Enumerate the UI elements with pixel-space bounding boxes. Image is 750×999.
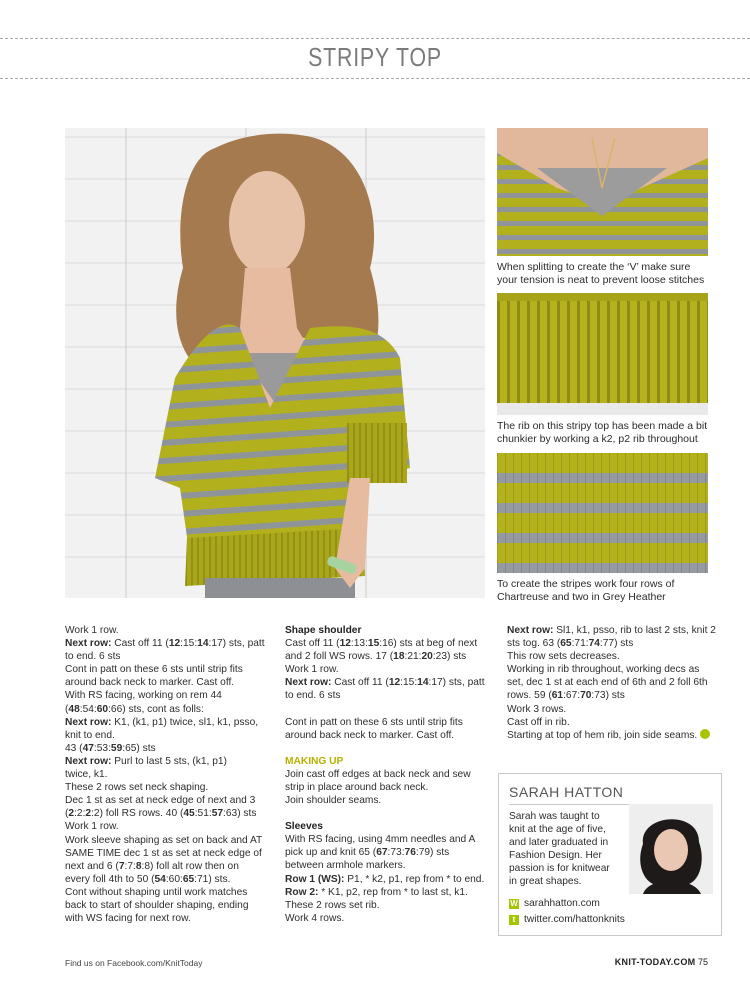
- twitter-link[interactable]: t twitter.com/hattonknits: [509, 914, 625, 925]
- main-photo-model: [65, 128, 485, 598]
- section-heading-shape-shoulder: Shape shoulder: [285, 625, 362, 636]
- text-line: to end. 6 sts: [285, 690, 341, 702]
- text-line: strip in place around back neck.: [285, 781, 429, 793]
- text-line: Next row: K1, (k1, p1) twice, sl1, k1, psso,: [65, 716, 259, 728]
- text-line: These 2 rows set rib.: [285, 899, 380, 911]
- text-line: Work 4 rows.: [285, 912, 345, 924]
- text-line: 43 (47:53:59:65) sts: [65, 742, 156, 754]
- text-line: set, dec 1 st at each end of 6th and 2 foll 6th: [507, 677, 708, 689]
- designer-bio: Sarah was taught to knit at the age of five, and later graduated in Fashion Design. Her passion is for knitwear in great shapes.: [509, 811, 610, 887]
- text-line: knit to end.: [65, 729, 115, 741]
- text-line: Cont in patt on these 6 sts until strip fits: [65, 664, 243, 676]
- text-line: (2:2:2:2) foll RS rows. 40 (45:51:57:63) sts: [65, 808, 257, 820]
- footer-facebook[interactable]: Find us on Facebook.com/KnitToday: [65, 958, 203, 968]
- text-line: SAME TIME dec 1 st as set at neck edge of: [65, 847, 262, 859]
- page-title: STRIPY TOP: [308, 42, 442, 72]
- text-line: Work 1 row.: [285, 664, 339, 676]
- text-line: with WS facing for next row.: [65, 913, 191, 925]
- website-link[interactable]: W sarahhatton.com: [510, 898, 600, 909]
- footer-site[interactable]: KNIT-TODAY.COM: [614, 957, 696, 967]
- text-line: between armhole markers.: [285, 860, 406, 872]
- designer-name: SARAH HATTON: [509, 784, 624, 800]
- caption-1-line-2: your tension is neat to prevent loose stitches: [497, 273, 705, 286]
- text-line: Cont without shaping until work matches: [65, 886, 248, 898]
- text-line: With RS facing, using 4mm needles and A: [285, 834, 476, 846]
- text-line: Work 1 row.: [65, 625, 119, 636]
- text-line: Work sleeve shaping as set on back and AT: [65, 834, 263, 846]
- text-line: These 2 rows set neck shaping.: [65, 782, 209, 794]
- caption-2-line-2: chunkier by working a k2, p2 rib throughout: [497, 432, 698, 445]
- text-line: Starting at top of hem rib, join side seams.: [507, 729, 732, 742]
- text-line: Next row: Cast off 11 (12:15:14:17) sts, patt: [285, 677, 485, 689]
- detail-photo-rib: [497, 293, 708, 415]
- twitter-icon: t: [509, 915, 519, 925]
- text-line: pick up and knit 65 (67:73:76:79) sts: [285, 847, 450, 859]
- text-line: Work 3 rows.: [507, 703, 567, 715]
- detail-photo-stripes: [497, 453, 708, 573]
- text-line: This row sets decreases.: [507, 651, 620, 663]
- section-heading-making-up: MAKING UP: [285, 755, 344, 767]
- text-line: Cast off 11 (12:13:15:16) sts at beg of next: [285, 638, 478, 650]
- pattern-column-3: [507, 624, 732, 742]
- text-line: twice, k1.: [65, 769, 108, 781]
- text-line: Cast off in rib.: [507, 716, 570, 728]
- pattern-column-1: [65, 624, 280, 925]
- text-line: to end. 6 sts: [65, 651, 121, 663]
- section-heading-sleeves: Sleeves: [285, 821, 323, 833]
- text-line: sts tog. 63 (65:71:74:77) sts: [507, 638, 634, 650]
- header-top-rule: [0, 38, 750, 39]
- text-line: (48:54:60:66) sts, cont as folls:: [65, 703, 204, 715]
- designer-photo: [629, 804, 713, 894]
- page-number: 75: [697, 957, 708, 967]
- text-line: Next row: Cast off 11 (12:15:14:17) sts, patt: [65, 638, 265, 650]
- text-line: With RS facing, working on rem 44: [65, 690, 222, 702]
- footer-site-page: [615, 957, 708, 967]
- caption-3-line-2: Chartreuse and two in Grey Heather: [497, 590, 666, 603]
- end-mark-icon: [700, 729, 710, 739]
- text-line: Row 2: * K1, p2, rep from * to last st, k1.: [285, 886, 468, 898]
- text-line: Cont in patt on these 6 sts until strip fits: [285, 716, 463, 728]
- text-line: around back neck to marker. Cast off.: [285, 729, 455, 741]
- caption-3-line-1: To create the stripes work four rows of: [497, 578, 675, 590]
- text-line: Working in rib throughout, working decs as: [507, 664, 700, 676]
- text-line: Join cast off edges at back neck and sew: [285, 768, 471, 780]
- header-bottom-rule: [0, 78, 750, 79]
- text-line: Dec 1 st as set at neck edge of next and 3: [65, 795, 256, 807]
- text-line: next and 6 (7:7:8:8) foll alt row then on: [65, 860, 239, 872]
- text-line: rows. 59 (61:67:70:73) sts: [507, 690, 625, 702]
- text-line: Next row: Sl1, k1, psso, rib to last 2 sts, knit 2: [507, 625, 716, 636]
- text-line: every foll 4th to 50 (54:60:65:71) sts.: [65, 873, 231, 885]
- text-line: and 2 foll WS rows. 17 (18:21:20:23) sts: [285, 651, 467, 663]
- pattern-column-2: [285, 624, 490, 925]
- text-line: Join shoulder seams.: [285, 795, 382, 807]
- web-icon: W: [510, 898, 518, 908]
- text-line: around back neck to marker. Cast off.: [65, 677, 235, 689]
- text-line: Next row: Purl to last 5 sts, (k1, p1): [65, 755, 227, 767]
- caption-1-line-1: When splitting to create the ‘V’ make sure: [497, 261, 691, 273]
- designer-box: [498, 773, 722, 936]
- caption-2-line-1: The rib on this stripy top has been made a bit: [497, 420, 708, 432]
- text-line: Work 1 row.: [65, 821, 119, 833]
- detail-photo-v-neck: [497, 128, 708, 256]
- text-line: back to start of shoulder shaping, ending: [65, 899, 249, 911]
- text-line: Row 1 (WS): P1, * k2, p1, rep from * to end.: [285, 873, 485, 885]
